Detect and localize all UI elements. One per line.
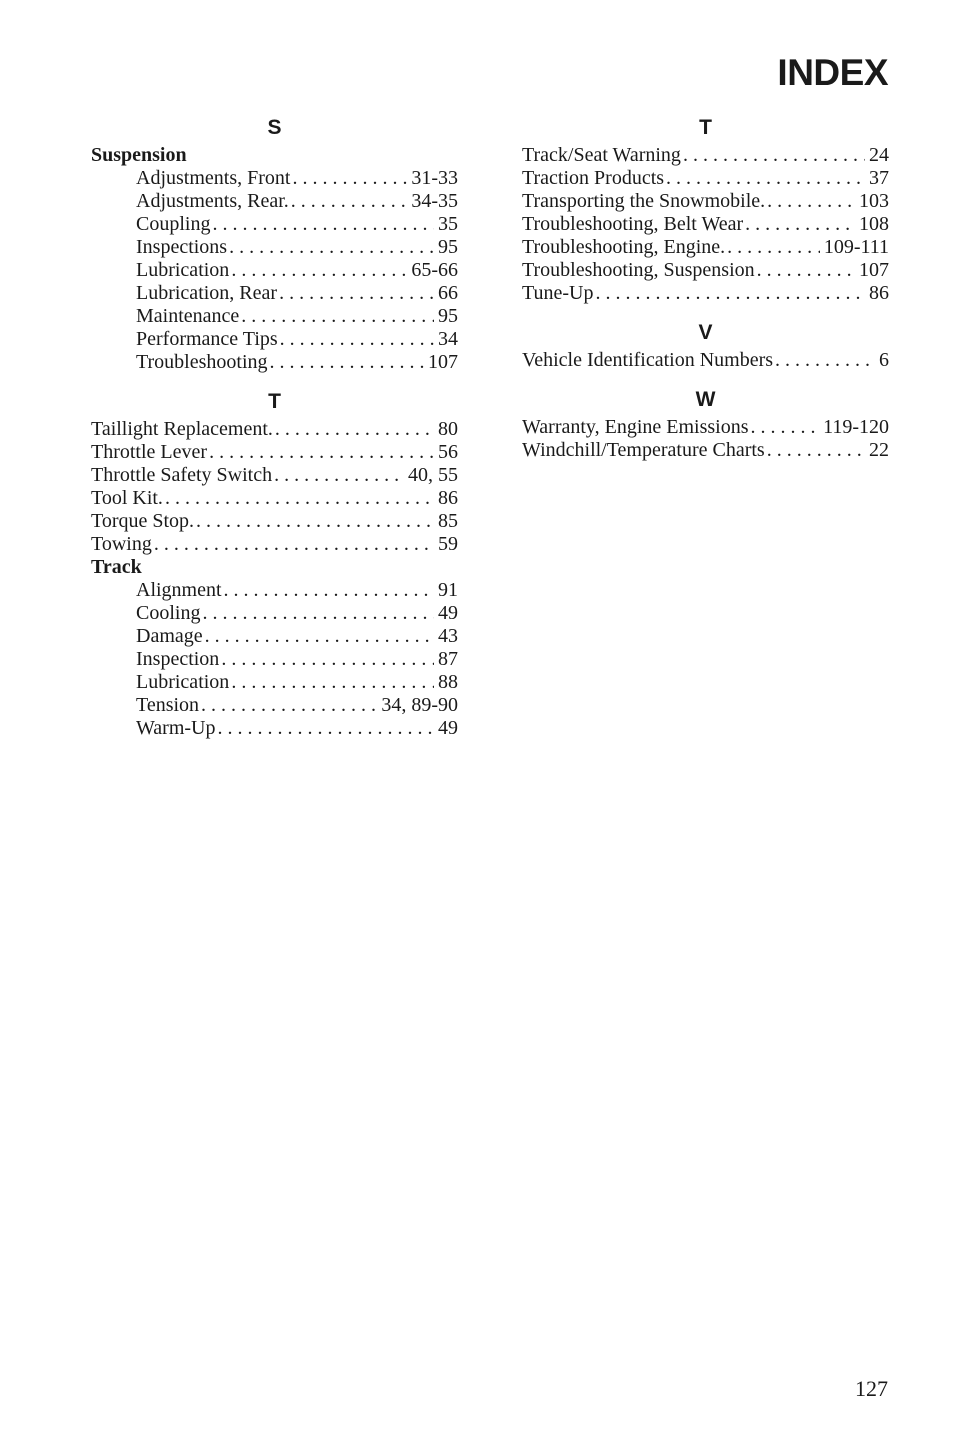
dot-leader <box>596 282 866 305</box>
dot-leader <box>274 464 404 487</box>
index-entry-label: Troubleshooting, Engine. <box>522 236 726 258</box>
index-entry-label: Lubrication <box>136 671 230 693</box>
index-entry-page: 80 <box>438 418 458 440</box>
index-entry-label: Throttle Safety Switch <box>91 464 273 486</box>
index-entry <box>522 213 889 236</box>
index-entry-label: Warranty, Engine Emissions <box>522 416 749 438</box>
dot-leader <box>241 305 434 328</box>
w-entries <box>522 416 889 462</box>
section-letter-t-right: T <box>699 116 712 139</box>
index-entry-label: Torque Stop. <box>91 510 195 532</box>
index-entry-label: Alignment <box>136 579 222 601</box>
section-letter-s: S <box>267 116 282 139</box>
index-entry-label: Tune-Up <box>522 282 594 304</box>
index-entry-page: 6 <box>879 349 889 371</box>
index-entry-page: 34 <box>438 328 458 350</box>
index-entry-page: 88 <box>438 671 458 693</box>
index-entry-page: 35 <box>438 213 458 235</box>
index-entry-page: 87 <box>438 648 458 670</box>
index-entry <box>91 236 458 259</box>
index-entry-label: Troubleshooting <box>136 351 268 373</box>
index-entry-label: Track/Seat Warning <box>522 144 681 166</box>
section-letter-v: V <box>698 321 713 344</box>
index-entry-label: Tension <box>136 694 200 716</box>
index-entry-page: 109-111 <box>823 236 889 258</box>
dot-leader <box>727 236 820 259</box>
index-entry-label: Warm-Up <box>136 717 216 739</box>
index-entry <box>91 464 458 487</box>
dot-leader <box>212 213 434 236</box>
index-entry-label: Tool Kit. <box>91 487 163 509</box>
dot-leader <box>205 625 434 648</box>
index-column-right <box>522 112 889 462</box>
index-entry-page: 65-66 <box>411 259 458 281</box>
index-entry <box>91 190 458 213</box>
t-entries-left <box>91 418 458 556</box>
dot-leader <box>229 236 434 259</box>
index-entry <box>91 351 458 374</box>
index-entry-label: Traction Products <box>522 167 665 189</box>
dot-leader <box>209 441 434 464</box>
index-entry-label: Vehicle Identification Numbers <box>522 349 774 371</box>
index-entry-label: Inspection <box>136 648 220 670</box>
index-entry <box>91 305 458 328</box>
index-entry <box>522 144 889 167</box>
index-entry <box>522 236 889 259</box>
dot-leader <box>202 602 434 625</box>
index-entry <box>522 167 889 190</box>
index-entry <box>91 510 458 533</box>
page-number: 127 <box>855 1376 888 1401</box>
section-letter-t-left: T <box>268 390 281 413</box>
index-entry-label: Inspections <box>136 236 228 258</box>
index-entry-page: 43 <box>438 625 458 647</box>
dot-leader <box>217 717 434 740</box>
index-entry-label: Maintenance <box>136 305 240 327</box>
index-entry <box>91 625 458 648</box>
index-entry <box>91 694 458 717</box>
index-entry-label: Coupling <box>136 213 211 235</box>
index-entry-label: Windchill/Temperature Charts <box>522 439 765 461</box>
dot-leader <box>279 282 434 305</box>
index-heading-suspension: Suspension <box>91 144 187 166</box>
dot-leader <box>280 328 434 351</box>
index-entry-page: 24 <box>869 144 889 166</box>
dot-leader <box>666 167 865 190</box>
index-entry-label: Lubrication <box>136 259 230 281</box>
index-entry <box>91 602 458 625</box>
index-entry-page: 108 <box>859 213 889 235</box>
index-entry <box>91 259 458 282</box>
index-entry-label: Adjustments, Front <box>136 167 291 189</box>
index-entry <box>522 416 889 439</box>
dot-leader <box>221 648 434 671</box>
dot-leader <box>270 351 424 374</box>
index-entry <box>522 282 889 305</box>
index-entry-page: 86 <box>869 282 889 304</box>
index-entry-page: 40, 55 <box>408 464 458 486</box>
index-entry-page: 107 <box>428 351 458 373</box>
index-entry-label: Towing <box>91 533 152 555</box>
index-entry-page: 95 <box>438 305 458 327</box>
suspension-subentries <box>91 167 458 374</box>
index-column-left <box>91 112 458 740</box>
track-subentries <box>91 579 458 740</box>
index-entry-page: 31-33 <box>411 167 458 189</box>
dot-leader <box>757 259 855 282</box>
dot-leader <box>224 579 434 602</box>
index-entry <box>522 259 889 282</box>
dot-leader <box>775 349 875 372</box>
dot-leader <box>767 190 855 213</box>
dot-leader <box>275 418 434 441</box>
index-entry <box>91 441 458 464</box>
index-entry-page: 49 <box>438 602 458 624</box>
index-entry-page: 49 <box>438 717 458 739</box>
index-entry-label: Throttle Lever <box>91 441 208 463</box>
index-entry-label: Troubleshooting, Belt Wear <box>522 213 744 235</box>
dot-leader <box>196 510 434 533</box>
index-entry-page: 22 <box>869 439 889 461</box>
dot-leader <box>201 694 377 717</box>
page-title: INDEX <box>777 52 888 93</box>
index-entry-label: Troubleshooting, Suspension <box>522 259 755 281</box>
index-entry <box>91 717 458 740</box>
index-entry-page: 66 <box>438 282 458 304</box>
index-entry-label: Cooling <box>136 602 201 624</box>
index-entry <box>91 648 458 671</box>
index-entry-label: Lubrication, Rear <box>136 282 278 304</box>
index-entry-page: 119-120 <box>823 416 889 438</box>
index-entry <box>522 439 889 462</box>
index-entry <box>91 579 458 602</box>
dot-leader <box>745 213 855 236</box>
dot-leader <box>154 533 434 556</box>
index-entry <box>91 487 458 510</box>
index-entry-label: Performance Tips <box>136 328 278 350</box>
index-entry <box>522 190 889 213</box>
index-entry-page: 103 <box>859 190 889 212</box>
dot-leader <box>751 416 820 439</box>
index-entry-page: 91 <box>438 579 458 601</box>
dot-leader <box>231 259 407 282</box>
index-entry-page: 56 <box>438 441 458 463</box>
index-entry-label: Transporting the Snowmobile. <box>522 190 766 212</box>
index-entry <box>91 328 458 351</box>
index-entry-page: 107 <box>859 259 889 281</box>
index-entry <box>91 671 458 694</box>
index-entry-page: 34-35 <box>411 190 458 212</box>
index-entry <box>91 533 458 556</box>
index-entry <box>522 349 889 372</box>
index-entry-label: Damage <box>136 625 203 647</box>
index-entry-label: Adjustments, Rear. <box>136 190 289 212</box>
dot-leader <box>292 167 407 190</box>
index-entry <box>91 418 458 441</box>
index-entry <box>91 282 458 305</box>
index-entry <box>91 213 458 236</box>
dot-leader <box>231 671 434 694</box>
index-entry-page: 85 <box>438 510 458 532</box>
index-entry-page: 37 <box>869 167 889 189</box>
index-entry-page: 86 <box>438 487 458 509</box>
index-heading-track: Track <box>91 556 142 578</box>
dot-leader <box>291 190 408 213</box>
index-entry-page: 59 <box>438 533 458 555</box>
t-entries-right <box>522 144 889 305</box>
dot-leader <box>767 439 865 462</box>
index-entry-page: 95 <box>438 236 458 258</box>
dot-leader <box>165 487 434 510</box>
v-entries <box>522 349 889 372</box>
index-entry-page: 34, 89-90 <box>381 694 458 716</box>
section-letter-w: W <box>695 388 716 411</box>
index-entry <box>91 167 458 190</box>
dot-leader <box>683 144 865 167</box>
index-entry-label: Taillight Replacement. <box>91 418 273 440</box>
